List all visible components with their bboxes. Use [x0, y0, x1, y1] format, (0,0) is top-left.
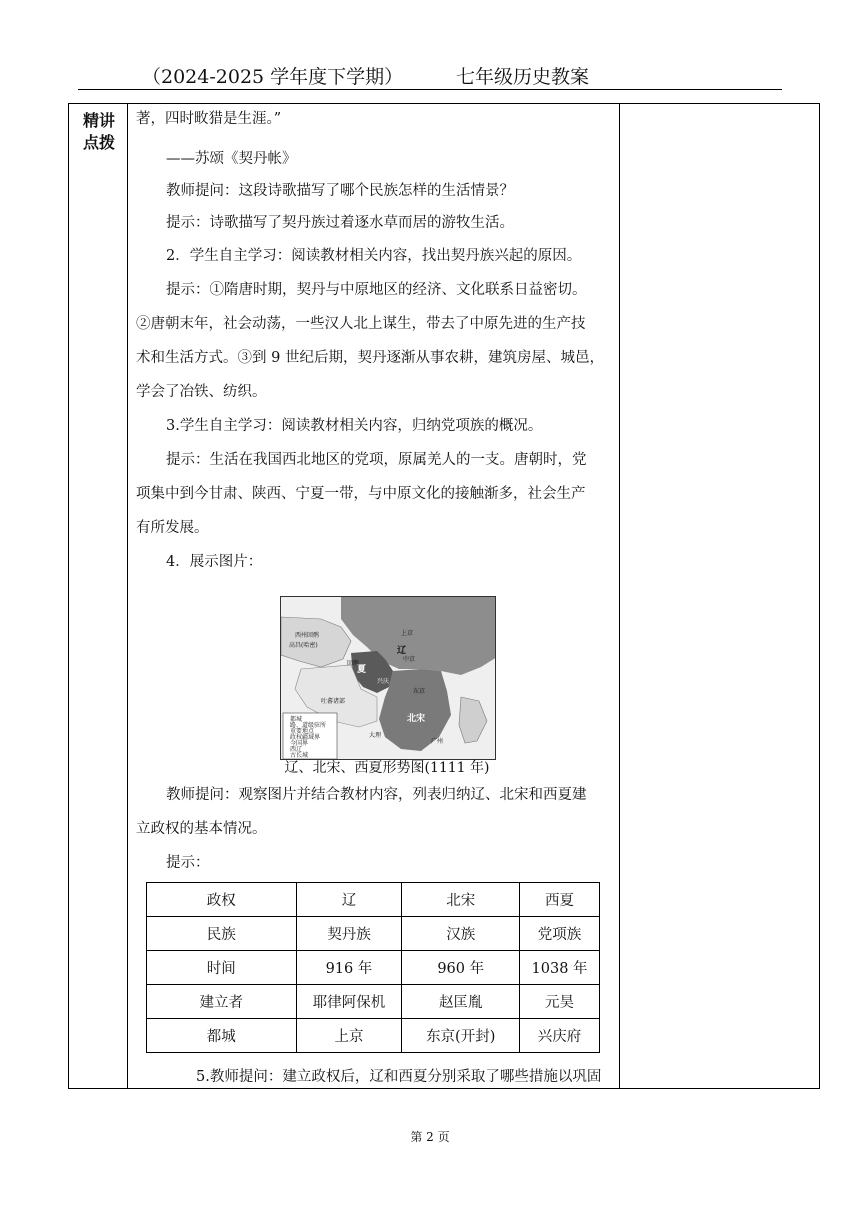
- table-cell: 1038 年: [520, 951, 600, 985]
- table-cell: 元昊: [520, 985, 600, 1019]
- paragraph: 3.学生自主学习：阅读教材相关内容，归纳党项族的概况。: [166, 418, 543, 434]
- paragraph: 提示：诗歌描写了契丹族过着逐水草而居的游牧生活。: [166, 215, 514, 231]
- table-cell: 汉族: [402, 917, 520, 951]
- table-row: [147, 985, 600, 1019]
- map-label: 高昌(哈密): [289, 642, 318, 649]
- table-cell: 上京: [296, 1019, 402, 1053]
- page-header: [78, 60, 782, 90]
- map-legend-item: 重要地点: [290, 728, 315, 735]
- map-drawing: [281, 597, 496, 760]
- map-label: 大理: [369, 732, 382, 739]
- paragraph: 4．展示图片：: [166, 554, 263, 570]
- table-row: [147, 883, 600, 917]
- table-cell: 耶律阿保机: [296, 985, 402, 1019]
- paragraph: 2．学生自主学习：阅读教材相关内容，找出契丹族兴起的原因。: [166, 248, 582, 264]
- paragraph: 提示：生活在我国西北地区的党项，原属羌人的一支。唐朝时，党: [166, 452, 587, 468]
- table-cell: 时间: [147, 951, 297, 985]
- paragraph: 学会了冶铁、纺织。: [136, 384, 267, 400]
- map-legend-item: 政权疆域界: [290, 734, 321, 741]
- paragraph: 有所发展。: [136, 520, 209, 536]
- table-cell: 建立者: [147, 985, 297, 1019]
- paragraph: 提示：: [166, 855, 210, 871]
- table-row: [147, 1019, 600, 1053]
- paragraph: ②唐朝末年，社会动荡，一些汉人北上谋生，带去了中原先进的生产技: [136, 316, 586, 332]
- paragraph: 提示：①隋唐时期，契丹与中原地区的经济、文化联系日益密切。: [166, 282, 587, 298]
- map-legend-item: 路、道级驻所: [290, 722, 327, 729]
- map-legend-item: 古长城: [290, 752, 309, 759]
- map-label: 辽: [397, 646, 407, 656]
- map-label: 上京: [401, 630, 414, 637]
- map-legend-item: 都城: [290, 716, 303, 723]
- map-label: 夏: [357, 665, 367, 675]
- citation: ——苏颂《契丹帐》: [166, 151, 297, 167]
- table-cell: 西夏: [520, 883, 600, 917]
- table-cell: 党项族: [520, 917, 600, 951]
- regimes-table: [146, 882, 600, 1053]
- table-cell: 辽: [296, 883, 402, 917]
- table-cell: 都城: [147, 1019, 297, 1053]
- map-label: 东京: [413, 688, 426, 695]
- term-label: （2024-2025 学年度下学期）: [142, 66, 404, 88]
- paragraph: 术和生活方式。③到 9 世纪后期，契丹逐渐从事农耕，建筑房屋、城邑，: [136, 350, 604, 366]
- paragraph: 著，四时畋猎是生涯。”: [136, 111, 282, 127]
- map-label: 广州: [431, 738, 444, 745]
- section-label-column: [69, 104, 128, 1088]
- table-row: [147, 917, 600, 951]
- paragraph: 教师提问：这段诗歌描写了哪个民族怎样的生活情景？: [166, 183, 514, 199]
- header-rule: [78, 89, 782, 90]
- paragraph: 5.教师提问：建立政权后，辽和西夏分别采取了哪些措施以巩固: [196, 1069, 602, 1085]
- table-cell: 960 年: [402, 951, 520, 985]
- paragraph: 教师提问：观察图片并结合教材内容，列表归纳辽、北宋和西夏建: [166, 787, 587, 803]
- table-cell: 东京(开封): [402, 1019, 520, 1053]
- section-label: 精讲点拨: [82, 111, 115, 152]
- table-cell: 民族: [147, 917, 297, 951]
- map-legend-item: 西辽: [290, 746, 303, 753]
- table-cell: 北宋: [402, 883, 520, 917]
- table-cell: 政权: [147, 883, 297, 917]
- map-label: 中京: [403, 656, 416, 663]
- historical-map-image: [280, 596, 496, 760]
- map-caption: 辽、北宋、西夏形势图(1111 年): [284, 760, 490, 776]
- table-row: [147, 951, 600, 985]
- page-number: 第 2 页: [410, 1130, 450, 1144]
- map-label: 北宋: [407, 714, 426, 724]
- map-label: 回鹘: [347, 660, 360, 667]
- paragraph: 项集中到今甘肃、陕西、宁夏一带，与中原文化的接触渐多，社会生产: [136, 486, 586, 502]
- map-label: 吐蕃诸部: [321, 698, 346, 705]
- map-label: 西州回鹘: [295, 632, 320, 639]
- table-cell: 契丹族: [296, 917, 402, 951]
- document-title: 七年级历史教案: [456, 66, 590, 88]
- table-cell: 赵匡胤: [402, 985, 520, 1019]
- map-label: 兴庆: [377, 678, 390, 685]
- paragraph: 立政权的基本情况。: [136, 821, 267, 837]
- table-cell: 兴庆府: [520, 1019, 600, 1053]
- table-cell: 916 年: [296, 951, 402, 985]
- map-legend-item: 今国界: [290, 740, 309, 747]
